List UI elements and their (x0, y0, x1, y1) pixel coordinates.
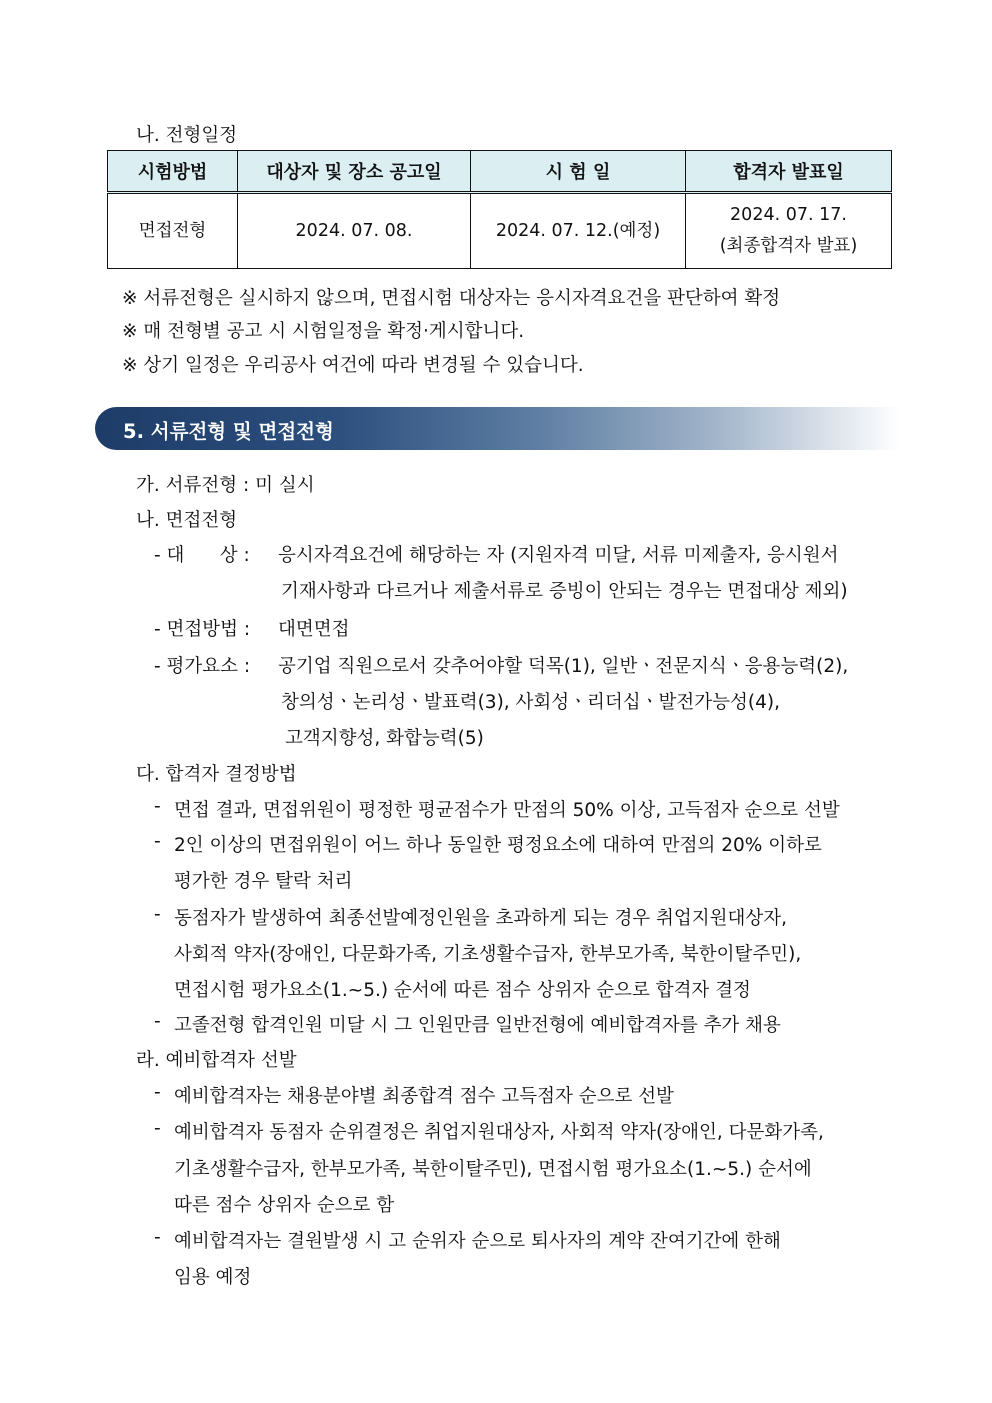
target-label: - 대 상 : (154, 545, 250, 566)
list-item: 동점자가 발생하여 최종선발예정인원을 초과하게 되는 경우 취업지원대상자, (174, 908, 788, 929)
target-text: 기재사항과 다르거나 제출서류로 증빙이 안되는 경우는 면접대상 제외) (281, 581, 848, 602)
section-title: 5. 서류전형 및 면접전형 (123, 420, 334, 443)
subsection-ra: 라. 예비합격자 선발 (136, 1050, 297, 1071)
eval-text: 고객지향성, 화합능력(5) (285, 728, 484, 749)
bullet-dash: - (154, 1011, 161, 1032)
bullet-dash: - (154, 904, 161, 925)
bullet-dash: - (154, 1082, 161, 1103)
schedule-heading: 나. 전형일정 (136, 125, 238, 146)
list-item-cont: 기초생활수급자, 한부모가족, 북한이탈주민), 면접시험 평가요소(1.~5.) 순서에 (174, 1159, 812, 1180)
list-item: 2인 이상의 면접위원이 어느 하나 동일한 평정요소에 대하여 만점의 20% 이하로 (174, 835, 822, 856)
list-item: 예비합격자는 채용분야별 최종합격 점수 고득점자 순으로 선발 (174, 1086, 674, 1107)
list-item: 고졸전형 합격인원 미달 시 그 인원만큼 일반전형에 예비합격자를 추가 채용 (174, 1015, 781, 1036)
schedule-note: ※ 상기 일정은 우리공사 여건에 따라 변경될 수 있습니다. (122, 355, 584, 376)
target-text: 응시자격요건에 해당하는 자 (지원자격 미달, 서류 미제출자, 응시원서 (278, 545, 839, 566)
bullet-dash: - (154, 1227, 161, 1248)
cell-exam-date: 2024. 07. 12.(예정) (471, 193, 686, 269)
cell-result-note: (최종합격자 발표) (719, 236, 858, 256)
subsection-da: 다. 합격자 결정방법 (136, 764, 297, 785)
table-row (108, 193, 892, 269)
bullet-dash: - (154, 1118, 161, 1139)
column-header-exam: 시 험 일 (471, 151, 686, 193)
cell-method: 면접전형 (108, 193, 238, 269)
list-item-cont: 임용 예정 (174, 1267, 252, 1288)
schedule-note: ※ 매 전형별 공고 시 시험일정을 확정·게시합니다. (122, 321, 525, 342)
list-item: 예비합격자는 결원발생 시 고 순위자 순으로 퇴사자의 계약 잔여기간에 한해 (174, 1231, 781, 1252)
column-header-method: 시험방법 (108, 151, 238, 193)
method-value: 대면면접 (278, 619, 350, 640)
list-item-cont: 따른 점수 상위자 순으로 함 (174, 1195, 395, 1216)
column-header-result: 합격자 발표일 (686, 151, 892, 193)
schedule-note: ※ 서류전형은 실시하지 않으며, 면접시험 대상자는 응시자격요건을 판단하여 확정 (122, 288, 781, 309)
table-header-row (108, 151, 892, 193)
eval-label: - 평가요소 : (154, 656, 251, 677)
list-item-cont: 사회적 약자(장애인, 다문화가족, 기초생활수급자, 한부모가족, 북한이탈주민), (174, 944, 802, 965)
column-header-notice: 대상자 및 장소 공고일 (238, 151, 471, 193)
eval-text: 창의성ㆍ논리성ㆍ발표력(3), 사회성ㆍ리더십ㆍ발전가능성(4), (281, 692, 780, 713)
cell-result-date: 2024. 07. 17. (730, 205, 847, 225)
list-item-cont: 평가한 경우 탈락 처리 (174, 871, 353, 892)
bullet-dash: - (154, 796, 161, 817)
cell-result (686, 193, 892, 269)
list-item: 면접 결과, 면접위원이 평정한 평균점수가 만점의 50% 이상, 고득점자 순으로 선발 (174, 800, 840, 821)
list-item: 예비합격자 동점자 순위결정은 취업지원대상자, 사회적 약자(장애인, 다문화가족, (174, 1122, 824, 1143)
eval-text: 공기업 직원으로서 갖추어야할 덕목(1), 일반ㆍ전문지식ㆍ응용능력(2), (278, 656, 849, 677)
method-label: - 면접방법 : (154, 619, 251, 640)
bullet-dash: - (154, 831, 161, 852)
subsection-na: 나. 면접전형 (136, 510, 238, 531)
cell-notice-date: 2024. 07. 08. (238, 193, 471, 269)
subsection-ga: 가. 서류전형 : 미 실시 (136, 475, 315, 496)
list-item-cont: 면접시험 평가요소(1.~5.) 순서에 따른 점수 상위자 순으로 합격자 결정 (174, 980, 751, 1001)
schedule-table (107, 150, 892, 269)
